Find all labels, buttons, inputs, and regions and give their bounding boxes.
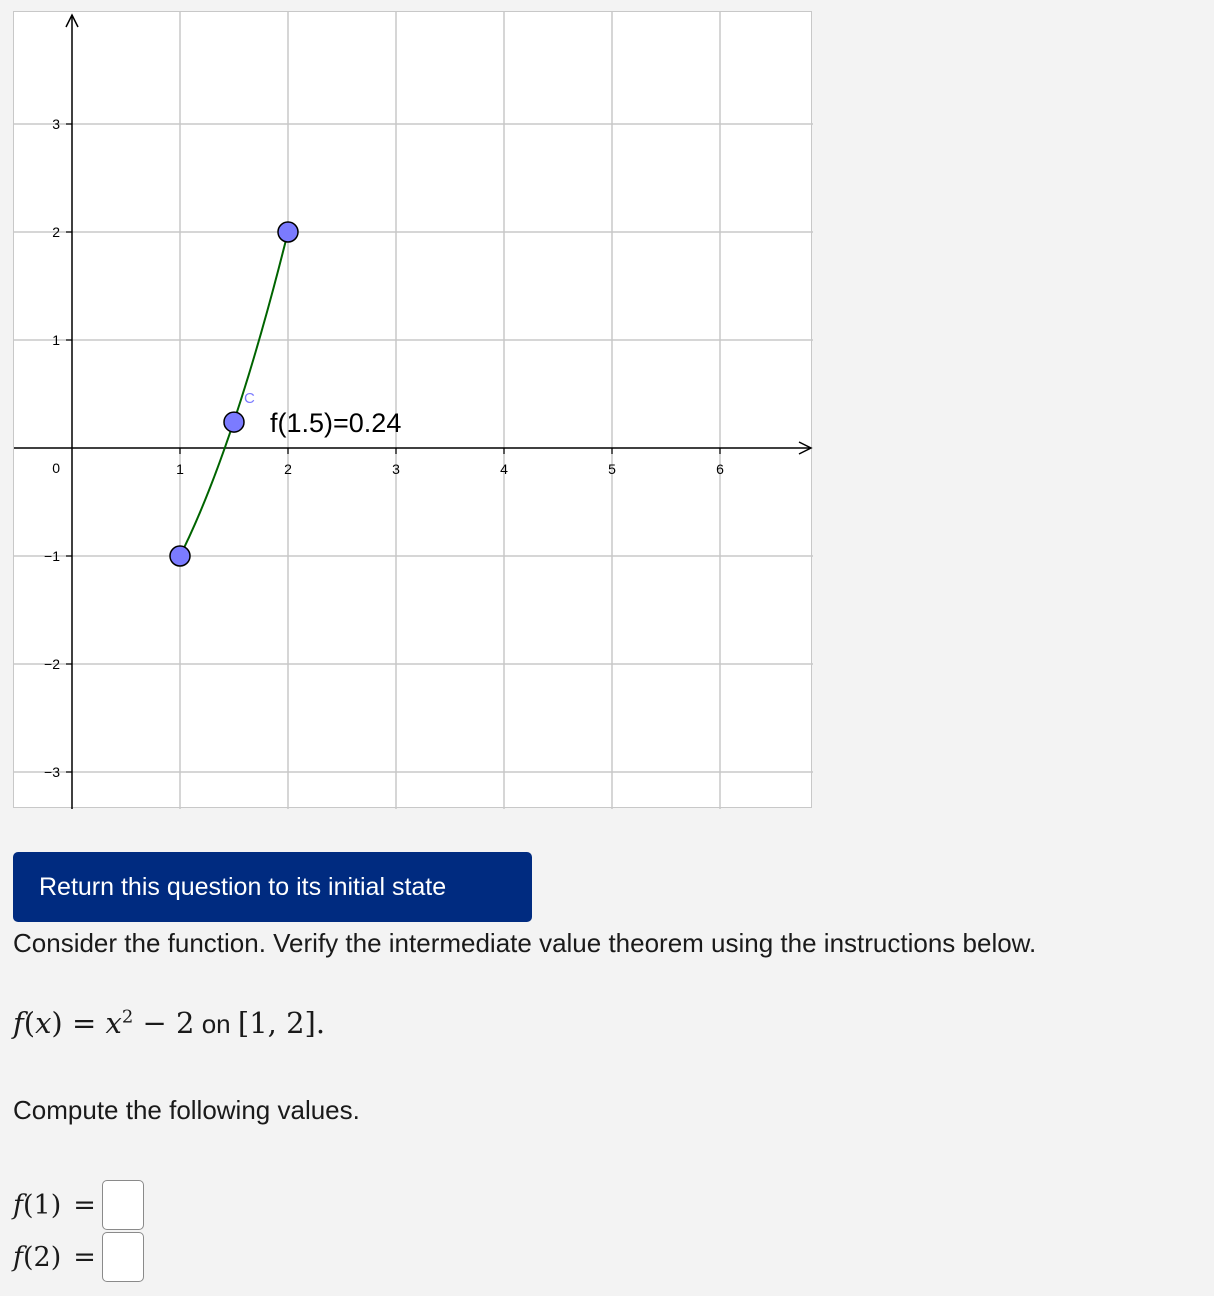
y-tick-label: 0 xyxy=(52,460,60,476)
x-tick-label: 6 xyxy=(716,461,724,477)
x-tick-label: 5 xyxy=(608,461,616,477)
function-formula: $f(x) = x^2 - 2$ xyxy=(13,1006,195,1040)
answer-label-f2: f(2) xyxy=(13,1241,62,1273)
x-tick-label: 4 xyxy=(500,461,508,477)
instruction-text: Compute the following values. xyxy=(13,1095,360,1125)
function-value-label: f(1.5)=0.24 xyxy=(270,408,402,439)
f1-answer-input[interactable] xyxy=(102,1180,144,1230)
reset-question-button[interactable]: Return this question to its initial state xyxy=(13,852,532,922)
y-tick-label: 2 xyxy=(52,224,60,240)
x-tick-label: 1 xyxy=(176,461,184,477)
y-tick-label: −2 xyxy=(44,656,60,672)
f2-answer-input[interactable] xyxy=(102,1232,144,1282)
point-c-label: C xyxy=(244,390,255,408)
answer-label-f1: f(1) xyxy=(13,1189,62,1221)
x-tick-label: 3 xyxy=(392,461,400,477)
graph-point xyxy=(278,222,298,242)
function-tail: on xyxy=(201,1009,231,1039)
equals-sign: = xyxy=(73,1189,96,1221)
function-curve xyxy=(180,232,288,556)
graph-point xyxy=(170,546,190,566)
question-intro: Consider the function. Verify the intermediate value theorem using the instructions below. xyxy=(13,928,1037,958)
y-tick-label: 1 xyxy=(52,332,60,348)
y-tick-label: 3 xyxy=(52,116,60,132)
graph-panel[interactable] xyxy=(13,11,812,808)
point-c[interactable] xyxy=(224,412,244,432)
y-tick-label: −1 xyxy=(44,548,60,564)
answer-row-f2 xyxy=(13,1232,144,1282)
y-tick-label: −3 xyxy=(44,764,60,780)
function-definition xyxy=(13,1006,325,1040)
function-graph[interactable] xyxy=(14,12,813,809)
equals-sign: = xyxy=(73,1241,96,1273)
answer-row-f1 xyxy=(13,1180,144,1230)
interval: [1, 2]. xyxy=(237,1006,326,1040)
x-tick-label: 2 xyxy=(284,461,292,477)
